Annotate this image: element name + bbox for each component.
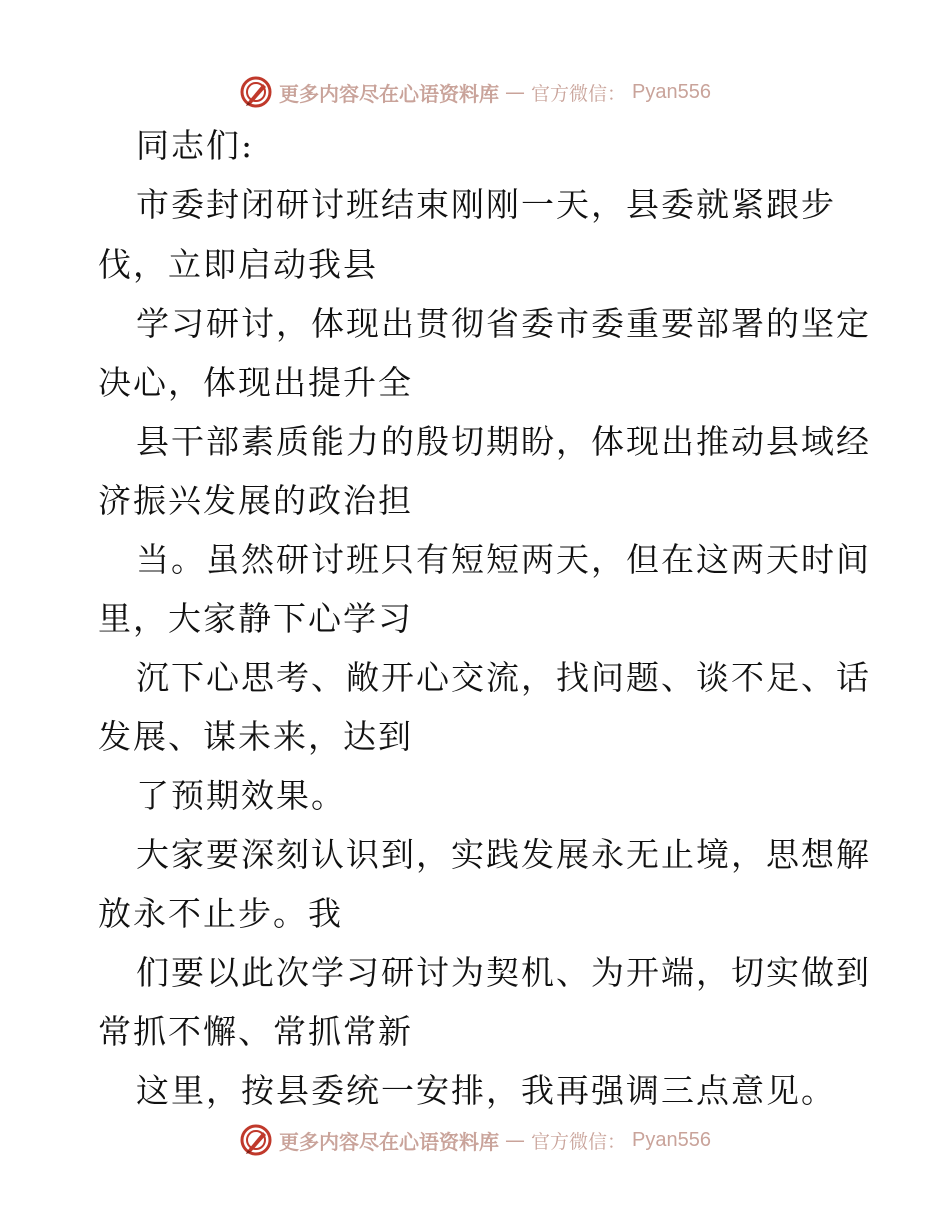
text-line: 放永不止步。我 [98, 894, 343, 933]
watermark-official-label: 官方微信： [531, 1130, 627, 1153]
text-line: 常抓不懈、常抓常新 [98, 1012, 413, 1051]
watermark-wechat-id: Pyan556 [632, 80, 711, 103]
watermark-dash: — [505, 80, 525, 104]
text-line: 决心，体现出提升全 [98, 363, 413, 402]
footer-watermark [0, 1120, 950, 1160]
text-line: 里，大家静下心学习 [98, 599, 413, 638]
text-line: 大家要深刻认识到，实践发展永无止境，思想解 [136, 835, 871, 874]
watermark-site-text: 更多内容尽在心语资料库 [279, 1129, 499, 1154]
text-line: 县干部素质能力的殷切期盼，体现出推动县域经 [136, 422, 871, 461]
header-watermark [0, 72, 950, 112]
red-pen-logo-icon [239, 1123, 273, 1157]
watermark-site-text: 更多内容尽在心语资料库 [279, 81, 499, 106]
watermark-official-label: 官方微信： [531, 82, 627, 105]
text-line: 这里，按县委统一安排，我再强调三点意见。 [136, 1071, 836, 1110]
text-line: 同志们: [136, 126, 255, 165]
text-line: 当。虽然研讨班只有短短两天，但在这两天时间 [136, 540, 871, 579]
text-line: 济振兴发展的政治担 [98, 481, 413, 520]
red-pen-logo-icon [239, 75, 273, 109]
text-line: 沉下心思考、敞开心交流，找问题、谈不足、话 [136, 658, 871, 697]
text-line: 伐，立即启动我县 [98, 245, 378, 284]
text-line: 了预期效果。 [136, 776, 346, 815]
text-line: 发展、谋未来，达到 [98, 717, 413, 756]
watermark-dash: — [505, 1128, 525, 1152]
text-line: 们要以此次学习研讨为契机、为开端，切实做到 [136, 953, 871, 992]
text-line: 市委封闭研讨班结束刚刚一天，县委就紧跟步 [136, 185, 836, 224]
watermark-wechat-id: Pyan556 [632, 1128, 711, 1151]
text-line: 学习研讨，体现出贯彻省委市委重要部署的坚定 [136, 304, 871, 343]
